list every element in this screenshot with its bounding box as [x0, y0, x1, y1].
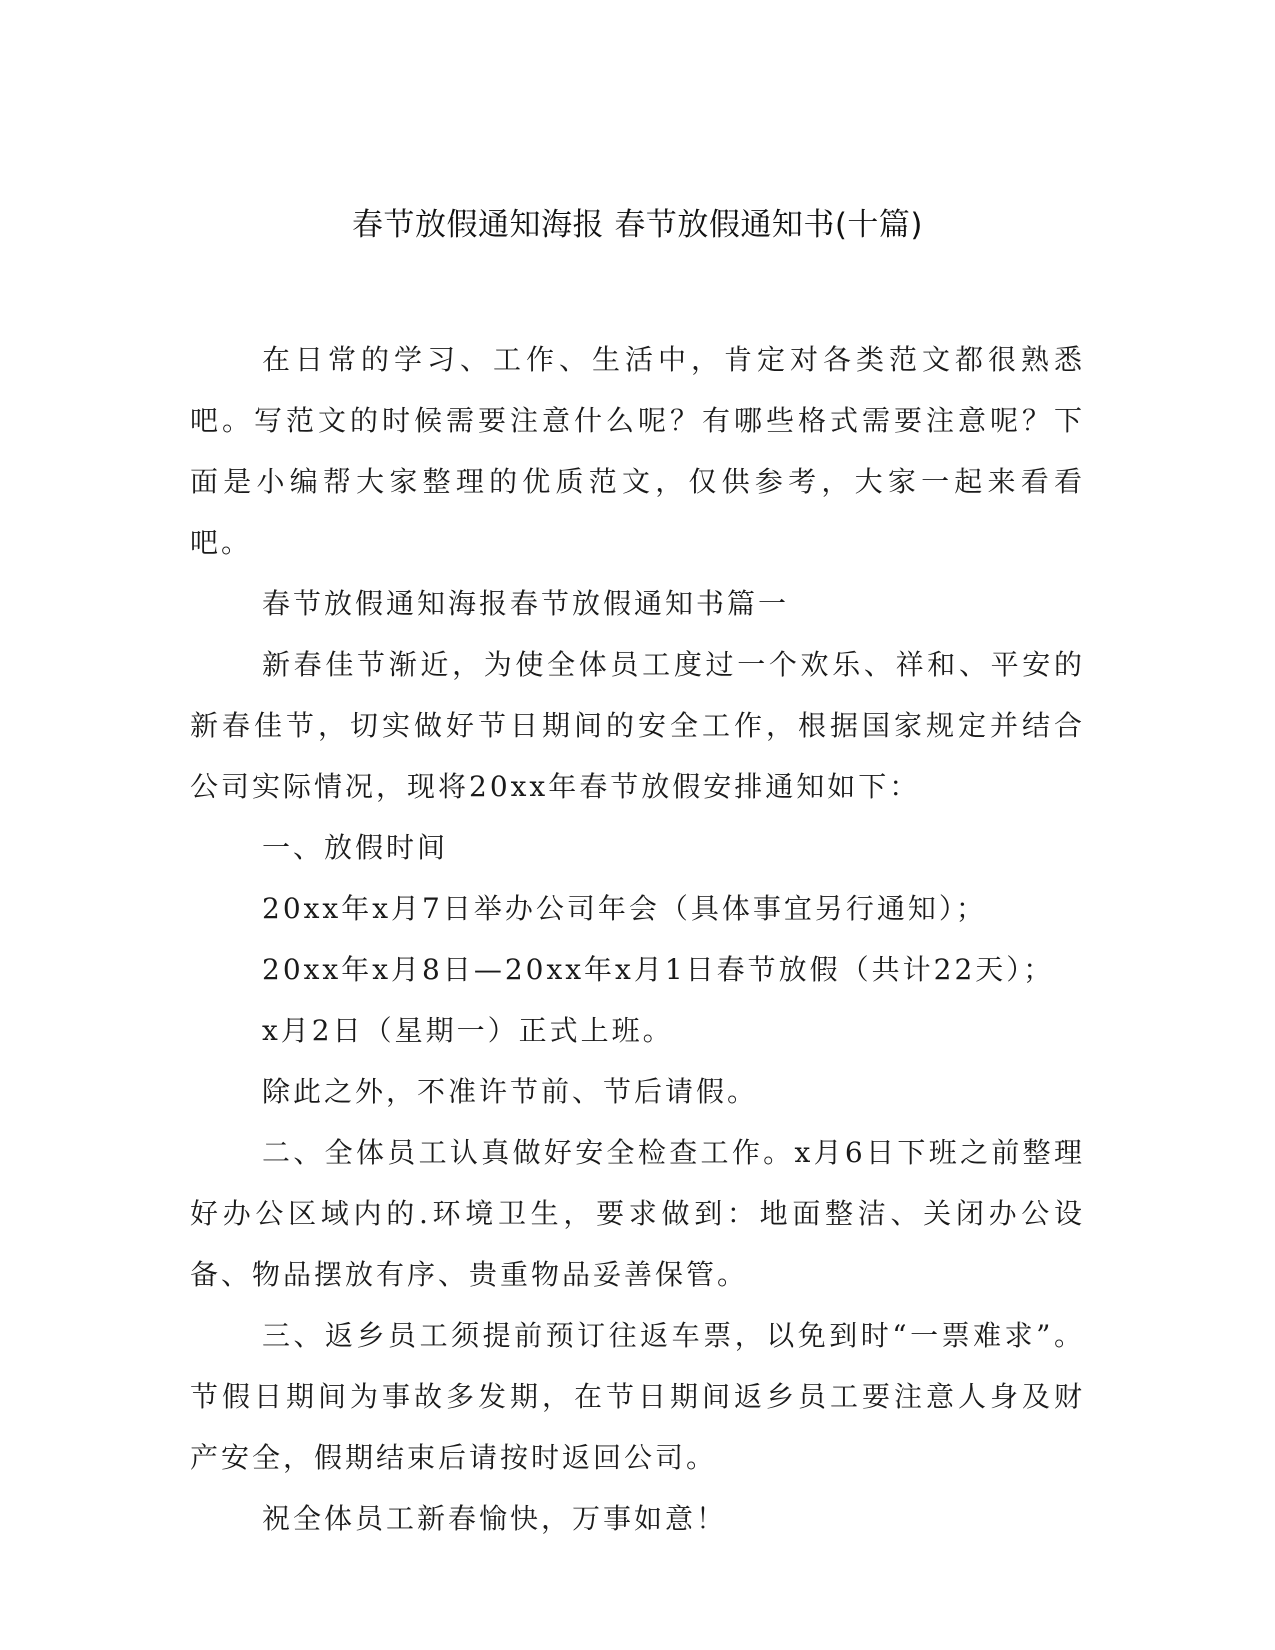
travel-safety-paragraph: 三、返乡员工须提前预订往返车票，以免到时“一票难求”。节假日期间为事故多发期，在节日期间返乡员工要注意人身及财产安全，假期结束后请按时返回公司。: [190, 1319, 1085, 1474]
notice-intro-paragraph: 新春佳节渐近，为使全体员工度过一个欢乐、祥和、平安的新春佳节，切实做好节日期间的安全工作，根据国家规定并结合公司实际情况，现将20xx年春节放假安排通知如下：: [190, 648, 1085, 803]
document-title: 春节放假通知海报 春节放假通知书(十篇): [351, 207, 924, 243]
return-to-work-line: x月2日（星期一）正式上班。: [262, 1014, 674, 1047]
holiday-time-heading: 一、放假时间: [262, 831, 449, 864]
section-heading: 春节放假通知海报春节放假通知书篇一: [262, 587, 790, 620]
leave-restriction-line: 除此之外，不准许节前、节后请假。: [262, 1075, 759, 1108]
document-body: [190, 329, 1085, 1549]
holiday-period-line: 20xx年x月8日—20xx年x月1日春节放假（共计22天）；: [262, 953, 1055, 986]
safety-check-paragraph: 二、全体员工认真做好安全检查工作。x月6日下班之前整理好办公区域内的.环境卫生，要求做到：地面整洁、关闭办公设备、物品摆放有序、贵重物品妥善保管。: [190, 1136, 1085, 1291]
intro-paragraph: 在日常的学习、工作、生活中，肯定对各类范文都很熟悉吧。写范文的时候需要注意什么呢？有哪些格式需要注意呢？下面是小编帮大家整理的优质范文，仅供参考，大家一起来看看吧。: [190, 343, 1085, 559]
annual-meeting-line: 20xx年x月7日举办公司年会（具体事宜另行通知）；: [262, 892, 987, 925]
closing-wishes-line: 祝全体员工新春愉快，万事如意！: [262, 1502, 728, 1535]
